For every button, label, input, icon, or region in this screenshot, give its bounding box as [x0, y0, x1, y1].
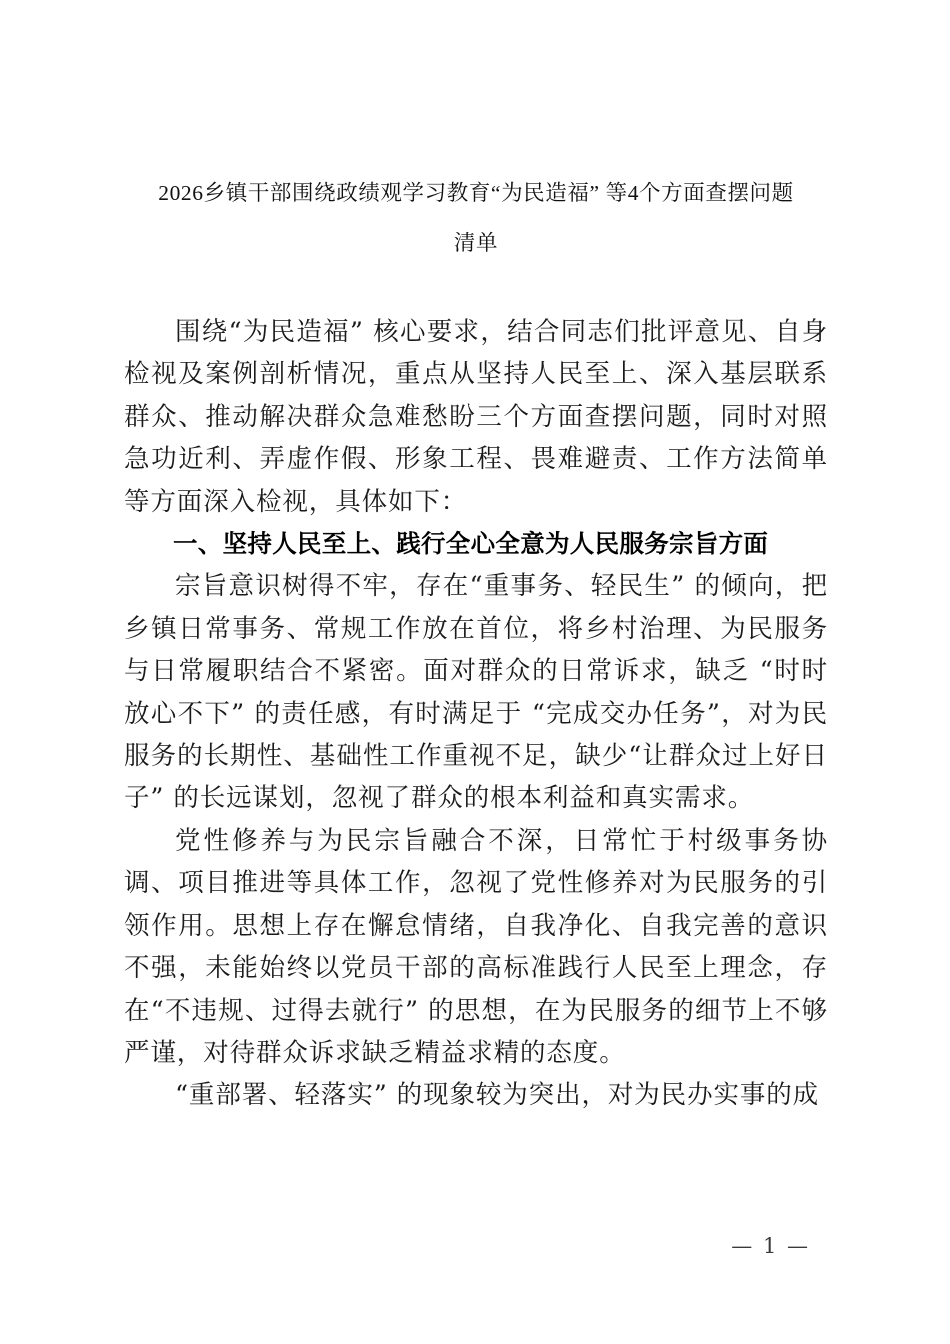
- paragraph-3: “重部署、轻落实” 的现象较为突出，对为民办实事的成: [175, 1080, 820, 1111]
- paragraph-2: 党性修养与为民宗旨融合不深，日常忙于村级事务协调、项目推进等具体工作，忽视了党性修养对为民服务的引领作用。思想上存在懈怠情绪，自我净化、自我完善的意识不强，未能始终以党员干部的高标准践行人民至上理念，存在“不违规、过得去就行” 的思想，在为民服务的细节上不够严谨，对待群众诉求缺乏精益求精的态度。: [124, 825, 828, 1068]
- page-number-footer: — 1 —: [731, 1234, 810, 1258]
- page-title-line-1: 2026乡镇干部围绕政绩观学习教育“为民造福” 等4个方面查摆问题: [158, 181, 794, 205]
- page-title-line-2: 清单: [453, 231, 499, 255]
- page-title: [124, 0, 828, 268]
- paragraph-1: 宗旨意识树得不牢，存在“重事务、轻民生” 的倾向，把乡镇日常事务、常规工作放在首位，将乡村治理、为民服务与日常履职结合不紧密。面对群众的日常诉求，缺乏 “时时放心不下” 的责任感，有时满足于 “完成交办任务”，对为民服务的长期性、基础性工作重视不足，缺少“让群众过上好日子” 的长远谋划，忽视了群众的根本利益和真实需求。: [124, 571, 828, 814]
- paragraph-lead: 围绕“为民造福” 核心要求，结合同志们批评意见、自身检视及案例剖析情况，重点从坚持人民至上、深入基层联系群众、推动解决群众急难愁盼三个方面查摆问题，同时对照急功近利、弄虚作假、形象工程、畏难避责、工作方法简单等方面深入检视，具体如下：: [124, 317, 828, 517]
- section-heading-1: 一、坚持人民至上、践行全心全意为人民服务宗旨方面: [173, 529, 769, 559]
- document-content-column: [124, 0, 828, 1117]
